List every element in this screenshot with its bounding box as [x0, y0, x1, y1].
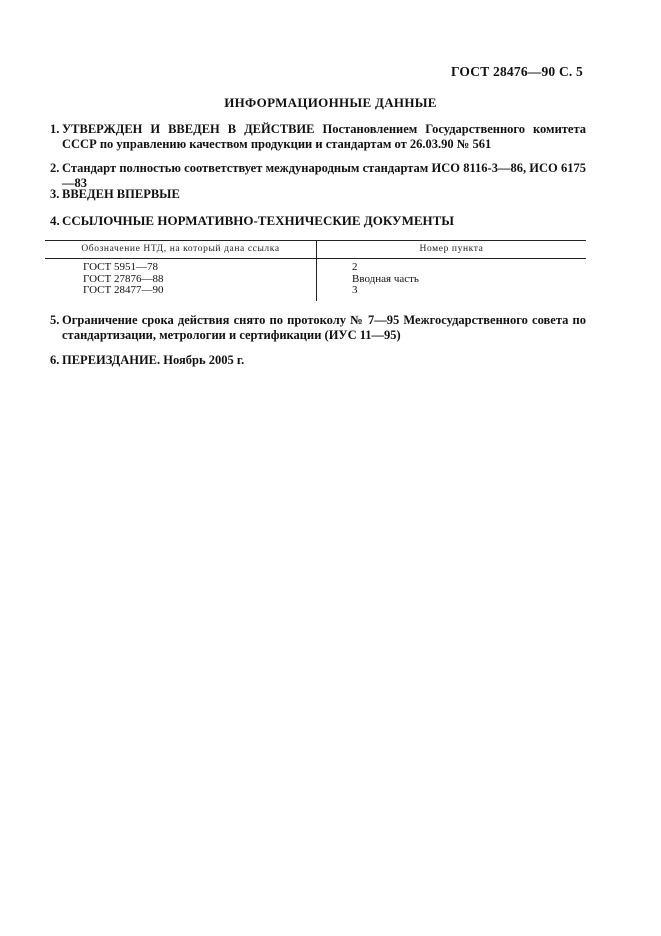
table-header-clause: Номер пункта	[419, 244, 484, 254]
item-text: Ограничение срока действия снято по протоколу № 7—95 Межгосударственного совета по стандартизации, метрологии и сертификации (ИУС 11—95)	[62, 313, 586, 342]
item-number: 3.	[50, 187, 60, 201]
info-item-6	[50, 353, 586, 368]
table-cell-document: ГОСТ 28477—90	[83, 284, 164, 296]
item-number: 5.	[50, 313, 60, 327]
table-cell-clause: 2	[352, 261, 358, 273]
table-cell-clause: 3	[352, 284, 358, 296]
item-lead: УТВЕРЖДЕН И ВВЕДЕН В ДЕЙСТВИЕ	[62, 122, 315, 136]
info-item-5	[50, 313, 586, 343]
item-number: 2.	[50, 161, 60, 175]
item-body	[62, 122, 586, 152]
item-text: Ноябрь 2005 г.	[160, 353, 245, 367]
table-cell-clause: Вводная часть	[352, 272, 419, 285]
item-number: 4.	[50, 213, 60, 228]
item-number: 6.	[50, 353, 60, 367]
item-body	[62, 213, 586, 228]
info-item-4	[50, 213, 586, 228]
info-item-1	[50, 122, 586, 152]
item-body	[62, 313, 586, 343]
section-title: ИНФОРМАЦИОННЫЕ ДАННЫЕ	[224, 95, 437, 110]
item-text: Постановлением Государственного комитета СССР по управлению качеством продукции и стандартам от 26.03.90 № 561	[62, 122, 586, 151]
document-code: ГОСТ 28476—90 С. 5	[450, 64, 583, 79]
item-body	[62, 353, 586, 368]
item-lead: ССЫЛОЧНЫЕ НОРМАТИВНО-ТЕХНИЧЕСКИЕ ДОКУМЕНТЫ	[62, 213, 455, 228]
item-lead: ВВЕДЕН ВПЕРВЫЕ	[62, 187, 180, 201]
info-item-3	[50, 187, 586, 202]
table-header-document: Обозначение НТД, на который дана ссылка	[81, 244, 280, 254]
item-text: Стандарт полностью соответствует международным стандартам ИСО 8116-3—86, ИСО 6175—83	[62, 161, 586, 190]
table-column-documents	[83, 262, 163, 297]
table-column-clauses	[352, 262, 419, 297]
table-cell-document: ГОСТ 27876—88	[83, 272, 164, 285]
item-body	[62, 187, 586, 202]
item-lead: ПЕРЕИЗДАНИЕ.	[62, 353, 161, 367]
item-number: 1.	[50, 122, 60, 136]
table-cell-document: ГОСТ 5951—78	[83, 261, 158, 273]
